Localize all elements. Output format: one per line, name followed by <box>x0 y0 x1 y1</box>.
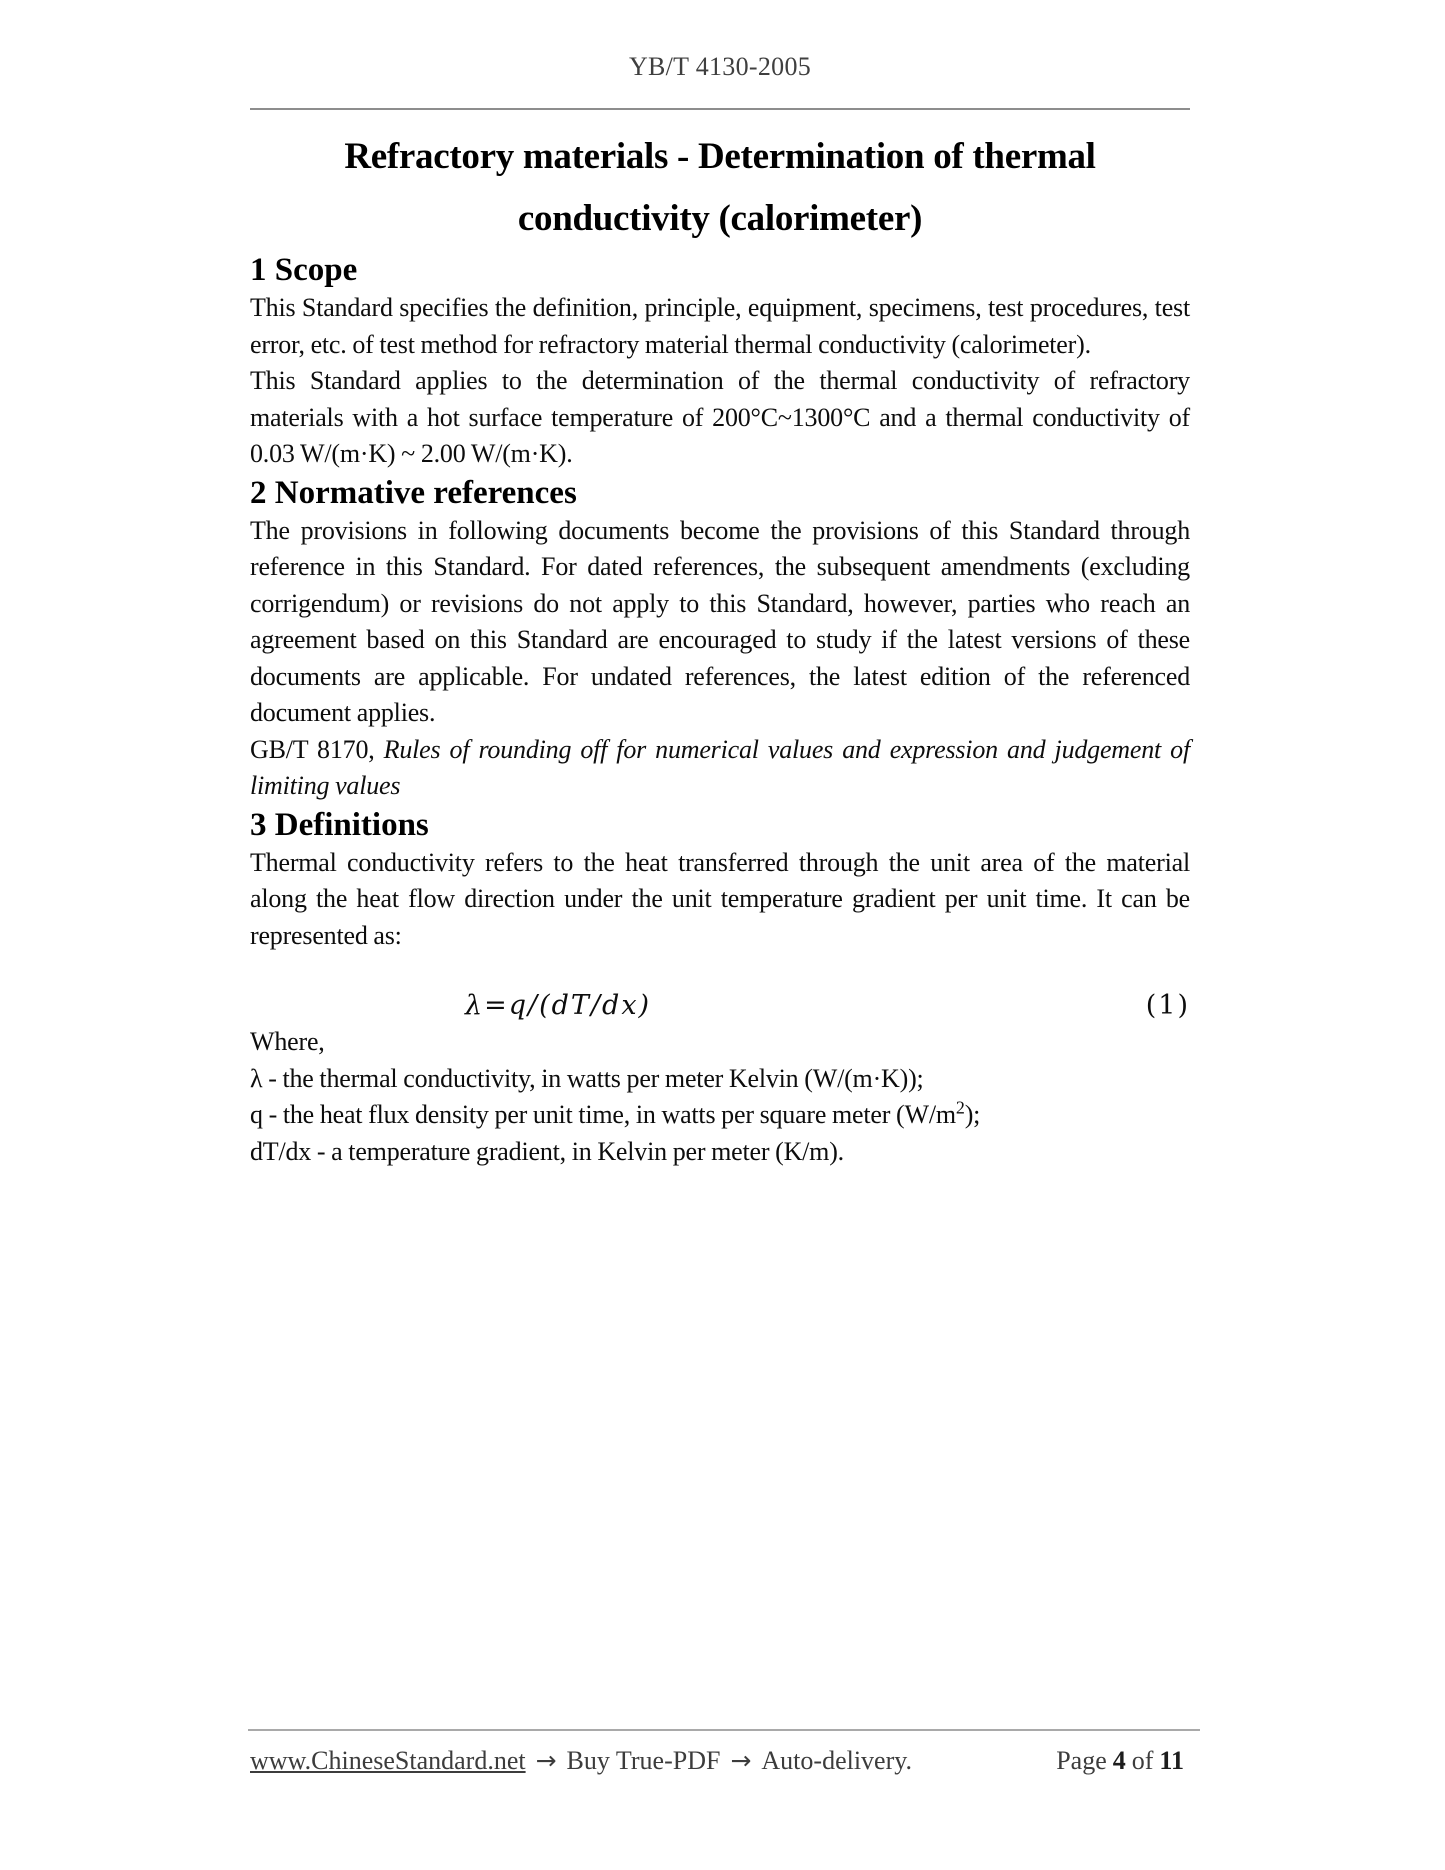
standard-code-header: YB/T 4130-2005 <box>628 52 812 81</box>
section-heading-normative-references: 2 Normative references <box>250 474 577 511</box>
current-page-number: 4 <box>1112 1746 1126 1775</box>
scope-paragraph-1: This Standard specifies the definition, principle, equipment, specimens, test procedures, test error, etc. of test method for refractory material thermal conductivity (calorimeter). <box>250 293 1190 359</box>
page-content <box>250 0 1190 1870</box>
section-heading-scope: 1 Scope <box>250 252 358 288</box>
equation-expression: λ=q/(dT/dx) <box>465 990 652 1021</box>
where-label: Where, <box>250 1027 325 1056</box>
definition-dtdx: dT/dx - a temperature gradient, in Kelvin per meter (K/m). <box>250 1136 844 1166</box>
page-label: Page <box>1056 1746 1107 1775</box>
of-label: of <box>1131 1746 1154 1775</box>
equation-number: (1) <box>1145 990 1190 1021</box>
normative-references-paragraph: The provisions in following documents become the provisions of this Standard through reference in this Standard. For dated references, the subsequent amendments (excluding corrigendum) or revisions do not apply to this Standard, however, parties who reach an agreement based on this Standard are encouraged to study if the latest versions of these documents are applicable. For undated references, the latest edition of the referenced document applies. <box>250 515 1190 727</box>
total-page-number: 11 <box>1159 1746 1184 1775</box>
document-title-line-1: Refractory materials - Determination of thermal <box>344 136 1096 177</box>
scope-paragraph-2: This Standard applies to the determination of the thermal conductivity of refractory materials with a hot surface temperature of 200°C~1300°C and a thermal conductivity of 0.03 W/(m·K) ~ 2.00 W/(m·K). <box>250 366 1190 468</box>
definitions-paragraph: Thermal conductivity refers to the heat transferred through the unit area of the material along the heat flow direction under the unit temperature gradient per unit time. It can be represented as: <box>250 847 1190 950</box>
footer-divider <box>248 1729 1200 1731</box>
document-title-line-2: conductivity (calorimeter) <box>517 198 923 239</box>
equation-row <box>250 988 1190 1024</box>
definition-q-text: q - the heat flux density per unit time, in watts per square meter (W/m <box>250 1100 956 1129</box>
page-indicator <box>1056 1744 1190 1778</box>
chinesestandard-link[interactable]: www.ChineseStandard.net <box>250 1746 526 1775</box>
arrow-icon: → <box>730 1746 752 1775</box>
definition-q-superscript: 2 <box>955 1097 965 1118</box>
section-heading-definitions: 3 Definitions <box>250 806 429 843</box>
definition-lambda: λ - the thermal conductivity, in watts per meter Kelvin (W/(m·K)); <box>250 1063 924 1093</box>
footer-source-line <box>250 1744 912 1778</box>
footer-delivery-text: Auto-delivery. <box>761 1746 913 1775</box>
normative-reference-entry <box>250 732 1190 805</box>
arrow-icon: → <box>535 1746 557 1775</box>
reference-title: Rules of rounding off for numerical values and expression and judgement of limiting values <box>250 734 1190 800</box>
page-footer <box>250 1744 1190 1778</box>
reference-code: GB/T 8170, <box>250 734 375 764</box>
definition-q-text-end: ); <box>964 1100 981 1129</box>
document-title <box>250 126 1190 250</box>
definition-q <box>250 1097 1190 1134</box>
footer-buy-text: Buy True-PDF <box>566 1746 721 1775</box>
header-divider <box>250 108 1190 110</box>
